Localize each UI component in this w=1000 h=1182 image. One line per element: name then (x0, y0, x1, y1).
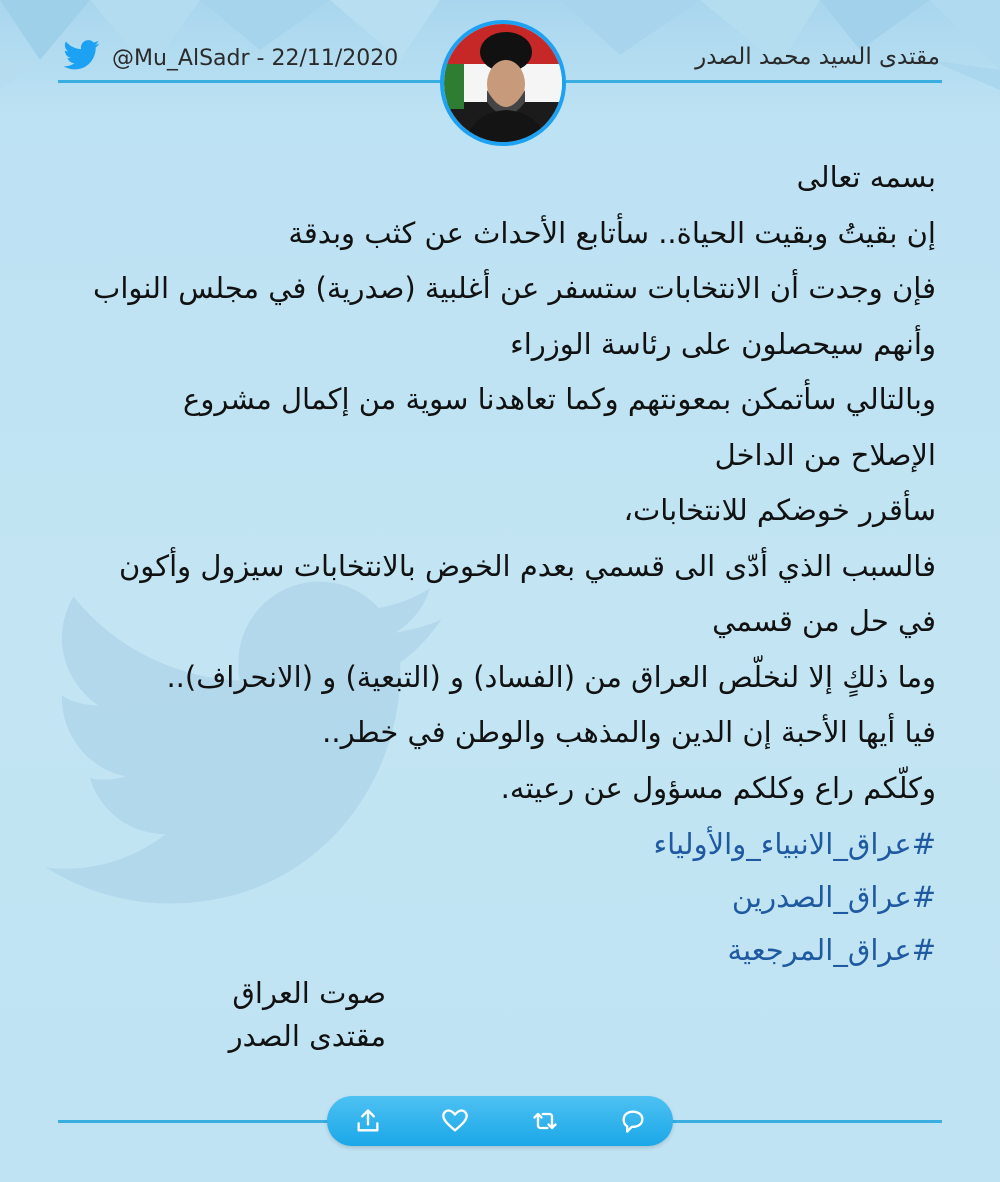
body-line: الإصلاح من الداخل (714, 437, 936, 472)
body-line: إن بقيتُ وبقيت الحياة.. سأتابع الأحداث عن كثب وبدقة (288, 215, 936, 250)
hashtag-link[interactable]: #عراق_الصدرين (731, 880, 936, 914)
body-line: بسمه تعالى (796, 160, 936, 194)
action-bar (327, 1096, 673, 1146)
signature (200, 972, 386, 1058)
avatar[interactable] (440, 20, 566, 146)
handle-and-date[interactable]: @Mu_AlSadr - 22/11/2020 (112, 46, 399, 71)
body-line: فالسبب الذي أدّى الى قسمي بعدم الخوض بالانتخابات سيزول وأكون (118, 548, 936, 583)
signature-line-1: صوت العراق (232, 976, 386, 1010)
signature-line-2: مقتدى الصدر (228, 1019, 386, 1053)
share-icon[interactable] (354, 1107, 382, 1135)
body-line: وأنهم سيحصلون على رئاسة الوزراء (510, 326, 936, 361)
retweet-icon[interactable] (531, 1107, 559, 1135)
body-line: سأقرر خوضكم للانتخابات، (623, 493, 936, 527)
body-line: وكلّكم راع وكلكم مسؤول عن رعيته. (500, 770, 936, 805)
body-line: وبالتالي سأتمكن بمعونتهم وكما تعاهدنا سوية من إكمال مشروع (183, 382, 936, 416)
hashtag-link[interactable]: #عراق_الانبياء_والأولياء (653, 827, 936, 861)
hashtag-link[interactable]: #عراق_المرجعية (727, 933, 936, 967)
avatar-portrait-icon (444, 24, 562, 142)
twitter-bird-icon (64, 40, 100, 70)
hashtag-list (56, 818, 936, 977)
heart-icon[interactable] (441, 1107, 469, 1135)
author-name[interactable]: مقتدى السيد محمد الصدر (695, 44, 940, 70)
body-line: فإن وجدت أن الانتخابات ستسفر عن أغلبية (صدرية) في مجلس النواب (93, 271, 936, 305)
tweet-body (56, 150, 936, 816)
body-line: وما ذلكٍ إلا لنخلّص العراق من (الفساد) و (التبعية) و (الانحراف).. (166, 659, 936, 694)
body-line: فيا أيها الأحبة إن الدين والمذهب والوطن في خطر.. (322, 715, 936, 749)
body-line: في حل من قسمي (712, 604, 936, 638)
reply-icon[interactable] (619, 1107, 647, 1135)
